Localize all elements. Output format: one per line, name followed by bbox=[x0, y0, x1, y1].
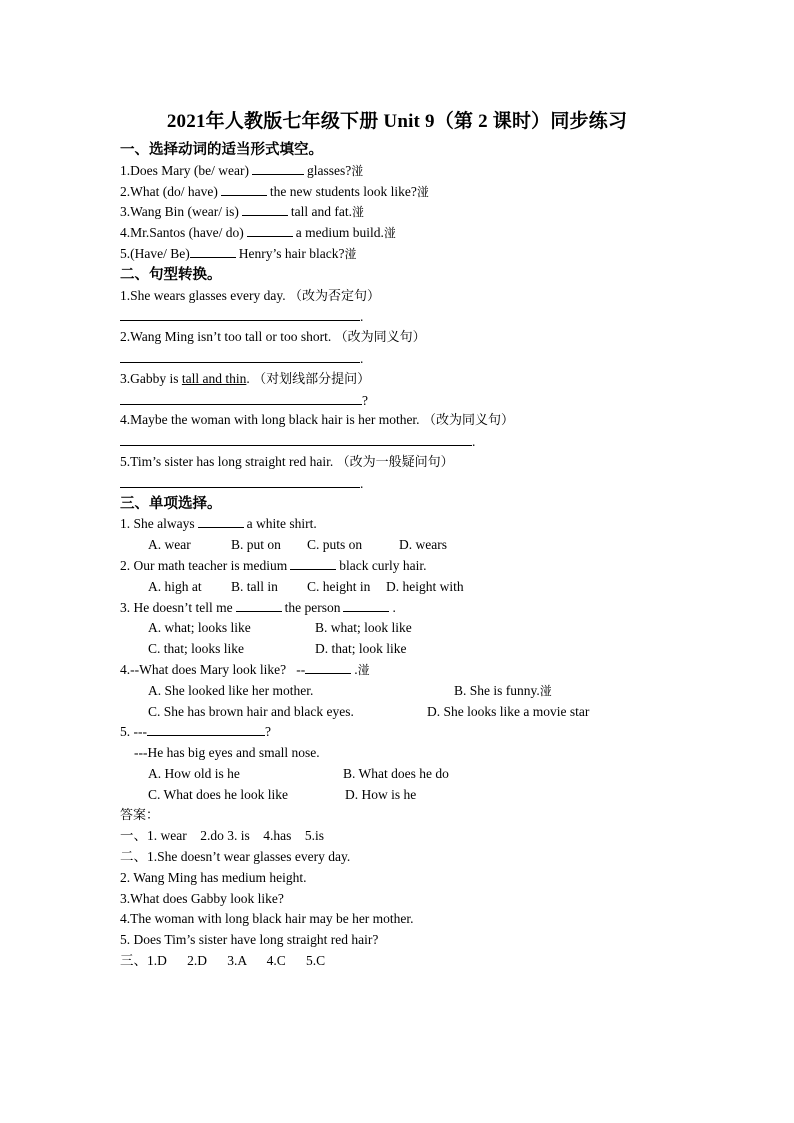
fill-blank[interactable] bbox=[252, 162, 304, 175]
answer-line: 4.The woman with long black hair may be her mother. bbox=[120, 911, 414, 927]
s3-question-5: 5. --- ? bbox=[120, 724, 271, 740]
s1-item-5: 5.(Have/ Be) Henry’s hair black?湴 bbox=[120, 245, 357, 261]
option-a[interactable]: A. She looked like her mother. bbox=[148, 682, 314, 698]
fill-blank[interactable] bbox=[236, 599, 282, 612]
option-d[interactable]: D. How is he bbox=[345, 786, 417, 802]
s2-answer-line-3[interactable]: ? bbox=[120, 390, 680, 411]
page-title: 2021年人教版七年级下册 Unit 9（第 2 课时）同步练习 bbox=[166, 111, 628, 132]
answer-line: 3.What does Gabby look like? bbox=[120, 890, 284, 906]
s3-question-4: 4.--What does Mary look like? -- .湴 bbox=[120, 661, 370, 677]
s3-q4-options-cd bbox=[120, 702, 680, 723]
section3-heading: 三、单项选择。 bbox=[120, 495, 222, 512]
s3-q5-options-cd bbox=[120, 785, 680, 806]
option-d[interactable]: D. that; look like bbox=[315, 641, 407, 657]
answer-line: 二、1.She doesn’t wear glasses every day. bbox=[120, 849, 351, 865]
s3-q5-reply: ---He has big eyes and small nose. bbox=[134, 745, 320, 761]
s1-item-3: 3.Wang Bin (wear/ is) tall and fat.湴 bbox=[120, 204, 365, 220]
s2-answer-line-1[interactable]: . bbox=[120, 306, 680, 327]
fill-blank[interactable] bbox=[290, 557, 336, 570]
option-b[interactable]: B. put on bbox=[231, 537, 281, 553]
option-d[interactable]: D. wears bbox=[399, 537, 447, 553]
answer-line: 5. Does Tim’s sister have long straight red hair? bbox=[120, 932, 379, 948]
s2-item-2: 2.Wang Ming isn’t too tall or too short. （改为同义句） bbox=[120, 329, 426, 346]
s1-item-4: 4.Mr.Santos (have/ do) a medium build.湴 bbox=[120, 225, 396, 241]
fill-blank[interactable] bbox=[343, 599, 389, 612]
s3-q3-options-cd bbox=[120, 639, 680, 660]
underlined-phrase: tall and thin bbox=[181, 370, 247, 386]
option-c[interactable]: C. She has brown hair and black eyes. bbox=[148, 703, 354, 719]
option-b[interactable]: B. She is funny.湴 bbox=[454, 682, 552, 698]
option-a[interactable]: A. wear bbox=[148, 537, 191, 553]
option-a[interactable]: A. high at bbox=[148, 578, 202, 594]
section2-heading: 二、句型转换。 bbox=[120, 266, 222, 283]
option-a[interactable]: A. How old is he bbox=[148, 765, 240, 781]
s2-answer-line-5[interactable]: . bbox=[120, 473, 680, 494]
s2-item-3: 3.Gabby is tall and thin. （对划线部分提问） bbox=[120, 370, 371, 387]
option-b[interactable]: B. What does he do bbox=[343, 765, 449, 781]
answer-line: 一、1. wear 2.do 3. is 4.has 5.is bbox=[120, 828, 324, 844]
s2-answer-line-2[interactable]: . bbox=[120, 348, 680, 369]
s2-item-1: 1.She wears glasses every day. （改为否定句） bbox=[120, 287, 380, 304]
option-c[interactable]: C. that; looks like bbox=[148, 641, 244, 657]
fill-blank[interactable] bbox=[147, 723, 265, 736]
fill-blank[interactable] bbox=[242, 203, 288, 216]
fill-blank[interactable] bbox=[305, 661, 351, 674]
s3-q4-options-ab bbox=[120, 681, 680, 702]
fill-blank[interactable] bbox=[221, 183, 267, 196]
answers-heading: 答案： bbox=[120, 807, 160, 823]
option-a[interactable]: A. what; looks like bbox=[148, 620, 251, 636]
option-b[interactable]: B. tall in bbox=[231, 578, 278, 594]
s1-item-2: 2.What (do/ have) the new students look like?湴 bbox=[120, 183, 429, 199]
s1-item-1: 1.Does Mary (be/ wear) glasses?湴 bbox=[120, 162, 364, 178]
worksheet-content bbox=[120, 140, 680, 972]
s3-q1-options bbox=[120, 535, 680, 556]
fill-blank[interactable] bbox=[190, 245, 236, 258]
option-c[interactable]: C. puts on bbox=[307, 537, 363, 553]
s3-q5-options-ab bbox=[120, 764, 680, 785]
fill-blank[interactable] bbox=[247, 224, 293, 237]
s2-item-5: 5.Tim’s sister has long straight red hair. （改为一般疑问句） bbox=[120, 453, 454, 470]
s3-q2-options bbox=[120, 577, 680, 598]
s3-question-2: 2. Our math teacher is medium black curly hair. bbox=[120, 557, 427, 573]
s2-answer-line-4[interactable]: . bbox=[120, 431, 680, 452]
answer-line: 三、1.D 2.D 3.A 4.C 5.C bbox=[120, 953, 326, 969]
option-c[interactable]: C. What does he look like bbox=[148, 786, 288, 802]
option-c[interactable]: C. height in bbox=[307, 578, 371, 594]
s3-q3-options-ab bbox=[120, 618, 680, 639]
section1-heading: 一、选择动词的适当形式填空。 bbox=[120, 142, 323, 158]
s3-question-3: 3. He doesn’t tell me the person . bbox=[120, 599, 396, 615]
option-b[interactable]: B. what; look like bbox=[315, 620, 412, 636]
s3-question-1: 1. She always a white shirt. bbox=[120, 516, 317, 532]
fill-blank[interactable] bbox=[198, 515, 244, 528]
answer-line: 2. Wang Ming has medium height. bbox=[120, 869, 307, 885]
s2-item-4: 4.Maybe the woman with long black hair is her mother. （改为同义句） bbox=[120, 412, 514, 429]
option-d[interactable]: D. height with bbox=[386, 578, 464, 594]
option-d[interactable]: D. She looks like a movie star bbox=[427, 703, 590, 719]
